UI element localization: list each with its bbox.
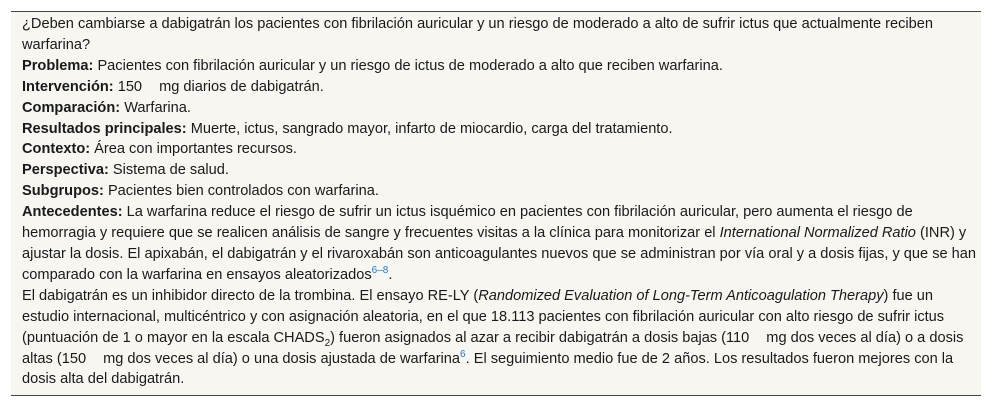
comparison-label: Comparación: [22,99,121,116]
row-intervention [22,77,981,98]
summary-cell [11,12,981,390]
background-p1-a: La warfarina reduce el riesgo de sufrir un ictus isquémico en pacientes con fibrilación auricular, pero aumenta el riesgo de hemorragia y requiere que se realicen análisis de sangre y frecuentes visitas a la clínica para monitorizar el [22,204,913,242]
perspective-text: Sistema de salud. [112,162,229,179]
background-p2-b: ) fue un estudio internacional, multicéntrico y con asignación aleatoria, en el que 18.113 pacientes con fibrilación auricular con alto riesgo de sufrir ictus (puntuación de 1 o mayor en la escala CHADS [22,287,945,346]
summary-table [11,11,981,396]
context-label: Contexto: [22,141,91,158]
background-p1-italic: International Normalized Ratio [719,225,916,242]
citation-link-6-8[interactable]: 6–8 [371,265,389,277]
intervention-dose: 150 [117,78,143,95]
perspective-label: Perspectiva: [22,162,109,179]
problem-label: Problema: [22,57,94,74]
intervention-label: Intervención: [22,78,114,95]
subgroups-text: Pacientes bien controlados con warfarina. [107,183,379,200]
background-p1-b: (INR) y ajustar la dosis. El apixabán, el dabigatrán y el rivaroxabán son anticoagulantes nuevos que se administran por vía oral y a dosis fijas, y que se han comparado con la warfarina en ensayos aleatorizados [22,225,977,283]
row-background [22,202,981,286]
clinical-question [22,14,981,56]
context-text: Área con importantes recursos. [94,141,297,158]
background-p2-a: El dabigatrán es un inhibidor directo de la trombina. El ensayo RE-LY ( [22,287,479,304]
row-subgroups [22,181,981,202]
chads-subscript: 2 [324,337,331,349]
question-text: ¿Deben cambiarse a dabigatrán los pacientes con fibrilación auricular y un riesgo de moderado a alto de sufrir ictus que actualmente reciben warfarina? [22,16,933,53]
outcomes-text: Muerte, ictus, sangrado mayor, infarto de miocardio, carga del tratamiento. [190,120,673,137]
outcomes-label: Resultados principales: [22,120,187,137]
row-context [22,139,981,160]
row-problem [22,56,981,77]
problem-text: Pacientes con fibrilación auricular y un riesgo de ictus de moderado a alto que reciben warfarina. [97,57,723,74]
row-comparison [22,98,981,119]
background-p2-italic: Randomized Evaluation of Long-Term Anticoagulation Therapy [478,287,884,304]
intervention-text: mg diarios de dabigatrán. [159,78,324,95]
row-perspective [22,160,981,181]
background-p2-c: ) fueron asignados al azar a recibir dabigatrán a dosis bajas (110 [330,329,750,346]
background-p2-f: . El seguimiento medio fue de 2 años. Los resultados fueron mejores con la dosis alta del dabigatrán. [22,350,954,388]
row-outcomes [22,119,981,140]
subgroups-label: Subgrupos: [22,183,104,200]
citation-link-6[interactable]: 6 [460,348,466,360]
background-p2-e: mg dos veces al día) o una dosis ajustada de warfarina [103,350,461,367]
row-background-continued [22,286,981,391]
background-p1-end: . [388,266,393,283]
background-p2-d: mg dos veces al día) o a dosis altas (150 [22,329,964,367]
comparison-text: Warfarina. [124,99,191,116]
background-label: Antecedentes: [22,204,123,221]
